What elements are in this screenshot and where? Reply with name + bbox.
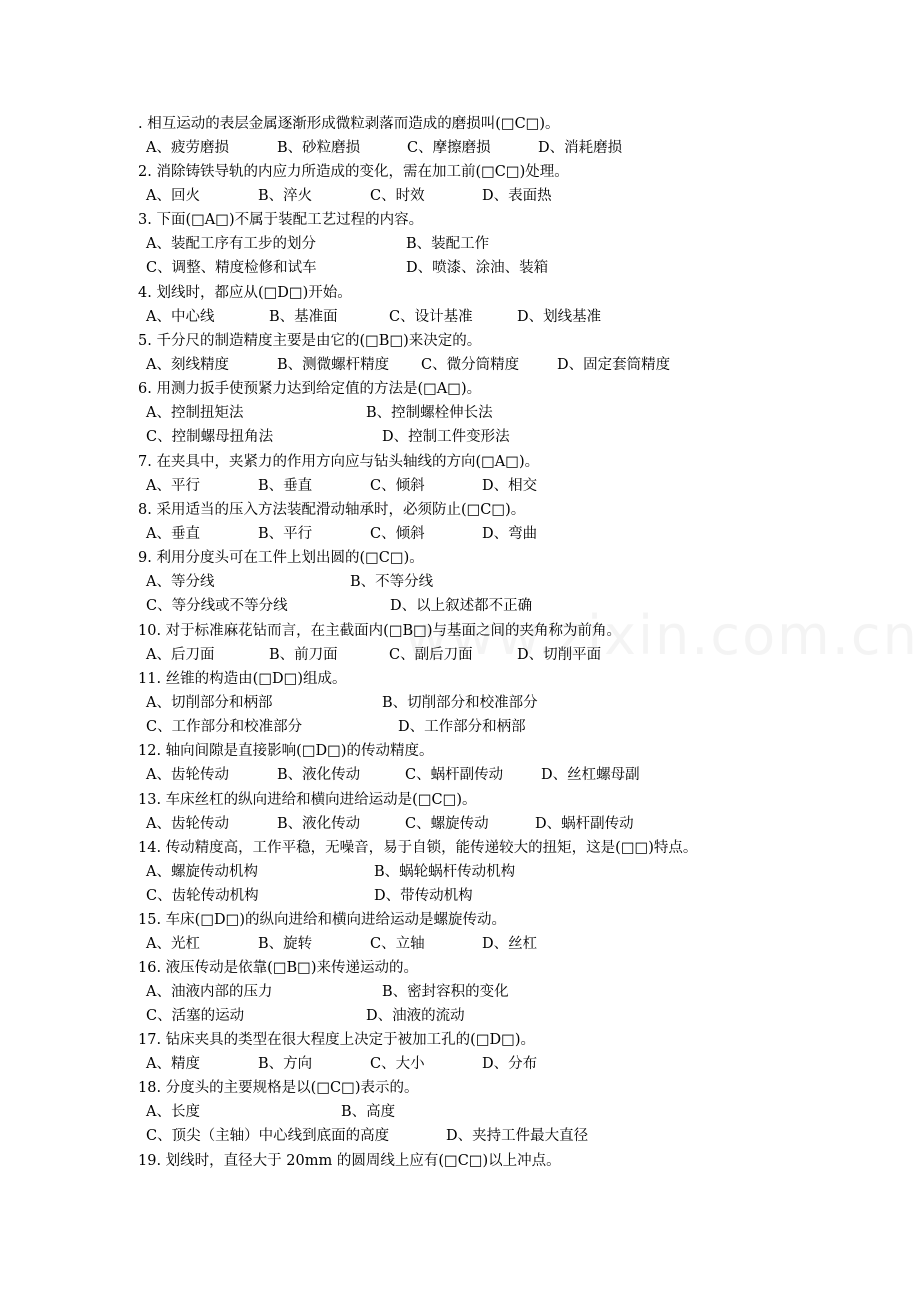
option: A、回火	[146, 188, 200, 204]
option: D、切削平面	[517, 647, 602, 663]
question-text: 16. 液压传动是依靠(□B□)来传递运动的。	[138, 960, 419, 976]
option: B、平行	[258, 526, 313, 542]
question-text: 18. 分度头的主要规格是以(□C□)表示的。	[138, 1080, 419, 1096]
question-text: 19. 划线时，直径大于 20mm 的圆周线上应有(□C□)以上冲点。	[138, 1153, 561, 1169]
option: D、控制工件变形法	[382, 429, 510, 445]
option: C、副后刀面	[389, 647, 473, 663]
option: D、丝杠	[482, 936, 538, 952]
option: C、设计基准	[389, 309, 473, 325]
question-text: 15. 车床(□D□)的纵向进给和横向进给运动是螺旋传动。	[138, 912, 507, 928]
option: A、垂直	[146, 526, 200, 542]
option: B、垂直	[258, 478, 313, 494]
option: B、控制螺栓伸长法	[366, 405, 493, 421]
question-text: 10. 对于标准麻花钻而言，在主截面内(□B□)与基面之间的夹角称为前角。	[138, 623, 622, 639]
option: C、螺旋传动	[405, 816, 489, 832]
option: C、时效	[370, 188, 425, 204]
option: D、带传动机构	[374, 888, 473, 904]
option: C、蜗杆副传动	[405, 767, 504, 783]
option: A、精度	[146, 1056, 200, 1072]
option: A、切削部分和柄部	[146, 695, 273, 711]
option: A、后刀面	[146, 647, 215, 663]
option: D、工作部分和柄部	[398, 719, 526, 735]
option: B、高度	[341, 1104, 396, 1120]
option: A、齿轮传动	[146, 816, 229, 832]
question-text: 14. 传动精度高，工作平稳，无噪音，易于自锁，能传递较大的扭矩，这是(□□)特点。	[138, 840, 698, 856]
option: D、喷漆、涂油、装箱	[406, 260, 549, 276]
option: C、活塞的运动	[146, 1008, 245, 1024]
option: B、方向	[258, 1056, 313, 1072]
option: A、油液内部的压力	[146, 984, 273, 1000]
option: A、刻线精度	[146, 357, 229, 373]
option: C、等分线或不等分线	[146, 598, 288, 614]
option: D、相交	[482, 478, 538, 494]
option: B、密封容积的变化	[382, 984, 509, 1000]
option: D、固定套筒精度	[557, 357, 671, 373]
question-text: 11. 丝锥的构造由(□D□)组成。	[138, 671, 347, 687]
option: C、立轴	[370, 936, 425, 952]
option: A、螺旋传动机构	[146, 864, 258, 880]
question-text: 9. 利用分度头可在工件上划出圆的(□C□)。	[138, 550, 424, 566]
option: C、工作部分和校准部分	[146, 719, 303, 735]
question-text: 5. 千分尺的制造精度主要是由它的(□B□)来决定的。	[138, 333, 482, 349]
option: A、疲劳磨损	[146, 140, 229, 156]
option: D、油液的流动	[366, 1008, 465, 1024]
option: C、倾斜	[370, 478, 425, 494]
option: D、表面热	[482, 188, 552, 204]
question-text: 13. 车床丝杠的纵向进给和横向进给运动是(□C□)。	[138, 792, 477, 808]
option: C、顶尖（主轴）中心线到底面的高度	[146, 1128, 390, 1144]
option: B、旋转	[258, 936, 313, 952]
question-text: 17. 钻床夹具的类型在很大程度上决定于被加工孔的(□D□)。	[138, 1032, 536, 1048]
option: B、液化传动	[277, 767, 361, 783]
option: C、大小	[370, 1056, 425, 1072]
question-text: . 相互运动的表层金属逐渐形成微粒剥落而造成的磨损叫(□C□)。	[138, 116, 560, 132]
option: B、液化传动	[277, 816, 361, 832]
option: B、不等分线	[350, 574, 434, 590]
option: D、夹持工件最大直径	[446, 1128, 589, 1144]
option: D、划线基准	[517, 309, 602, 325]
option: D、以上叙述都不正确	[390, 598, 533, 614]
option: B、淬火	[258, 188, 313, 204]
option: A、光杠	[146, 936, 200, 952]
option: C、齿轮传动机构	[146, 888, 259, 904]
option: A、控制扭矩法	[146, 405, 244, 421]
question-text: 6. 用测力扳手使预紧力达到给定值的方法是(□A□)。	[138, 381, 482, 397]
option: A、中心线	[146, 309, 215, 325]
option: B、测微螺杆精度	[277, 357, 390, 373]
option: A、长度	[146, 1104, 200, 1120]
question-text: 8. 采用适当的压入方法装配滑动轴承时，必须防止(□C□)。	[138, 502, 526, 518]
option: A、装配工序有工步的划分	[146, 236, 316, 252]
question-text: 2. 消除铸铁导轨的内应力所造成的变化，需在加工前(□C□)处理。	[138, 164, 569, 180]
option: D、弯曲	[482, 526, 538, 542]
option: B、装配工作	[406, 236, 490, 252]
option: D、消耗磨损	[538, 140, 623, 156]
question-text: 7. 在夹具中，夹紧力的作用方向应与钻头轴线的方向(□A□)。	[138, 454, 540, 470]
option: D、丝杠螺母副	[541, 767, 640, 783]
question-text: 4. 划线时，都应从(□D□)开始。	[138, 285, 352, 301]
question-text: 3. 下面(□A□)不属于装配工艺过程的内容。	[138, 212, 424, 228]
option: C、调整、精度检修和试车	[146, 260, 317, 276]
option: A、平行	[146, 478, 200, 494]
option: D、分布	[482, 1056, 538, 1072]
option: A、齿轮传动	[146, 767, 229, 783]
option: B、砂粒磨损	[277, 140, 361, 156]
option: B、切削部分和校准部分	[382, 695, 538, 711]
option: B、前刀面	[269, 647, 338, 663]
question-text: 12. 轴向间隙是直接影响(□D□)的传动精度。	[138, 743, 434, 759]
option: B、基准面	[269, 309, 338, 325]
option: C、微分筒精度	[421, 357, 520, 373]
option: A、等分线	[146, 574, 215, 590]
option: C、倾斜	[370, 526, 425, 542]
option: C、摩擦磨损	[407, 140, 491, 156]
option: B、蜗轮蜗杆传动机构	[374, 864, 516, 880]
option: D、蜗杆副传动	[535, 816, 634, 832]
option: C、控制螺母扭角法	[146, 429, 274, 445]
